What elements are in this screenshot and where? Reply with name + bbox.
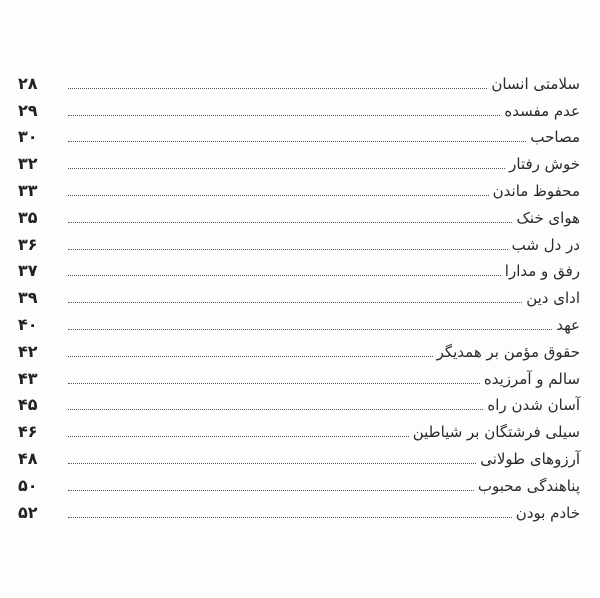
toc-entry-page: ۳۲	[18, 154, 38, 174]
toc-entry-page: ۲۸	[18, 73, 38, 93]
toc-entry-page: ۴۶	[18, 422, 38, 442]
toc-entry-page: ۳۶	[18, 234, 38, 254]
dot-leader	[68, 517, 512, 518]
toc-entry-page: ۳۵	[18, 207, 38, 227]
toc-entry-title: سیلی فرشتگان بر شیاطین	[412, 423, 580, 442]
toc-entry-page: ۴۵	[18, 395, 38, 415]
toc-entry-title: محفوظ ماندن	[492, 181, 580, 200]
dot-leader	[68, 195, 489, 196]
toc-entry	[18, 254, 580, 281]
toc-entry-title: در دل شب	[511, 235, 580, 254]
toc-entry-title: حقوق مؤمن بر همدیگر	[436, 342, 580, 361]
toc-entry	[18, 468, 580, 495]
toc-entry-page: ۳۳	[18, 180, 38, 200]
toc-entry-title: سالم و آمرزیده	[483, 369, 580, 388]
dot-leader	[68, 490, 474, 491]
toc-entry-title: عدم مفسده	[504, 101, 580, 120]
toc-entry	[18, 495, 580, 522]
toc-entry-page: ۲۹	[18, 100, 38, 120]
dot-leader	[68, 141, 526, 142]
toc-entry-title: رفق و مدارا	[504, 262, 580, 281]
toc-entry	[18, 93, 580, 120]
toc-entry-title: خوش رفتار	[509, 155, 580, 174]
toc-entry-page: ۵۰	[18, 475, 38, 495]
toc-entry-title: آرزوهای طولانی	[480, 449, 580, 468]
toc-entry	[18, 361, 580, 388]
dot-leader	[68, 409, 483, 410]
toc-entry	[18, 334, 580, 361]
toc-entry	[18, 66, 580, 93]
dot-leader	[68, 383, 480, 384]
toc-entry-page: ۴۲	[18, 341, 38, 361]
dot-leader	[68, 115, 500, 116]
toc-entry	[18, 307, 580, 334]
dot-leader	[68, 463, 476, 464]
toc-entry-title: هوای خنک	[516, 208, 580, 227]
toc-entry-page: ۵۲	[18, 502, 38, 522]
toc-entry-title: عهد	[556, 315, 580, 334]
toc-entry-title: خادم بودن	[515, 503, 580, 522]
toc-entry-title: سلامتی انسان	[491, 74, 580, 93]
toc-entry-page: ۳۰	[18, 127, 38, 147]
toc-entry-page: ۴۳	[18, 368, 38, 388]
toc-entry-title: پناهندگی محبوب	[477, 476, 580, 495]
dot-leader	[68, 222, 512, 223]
dot-leader	[68, 302, 522, 303]
toc-entry	[18, 280, 580, 307]
toc-entry-page: ۳۷	[18, 261, 38, 281]
toc-entry-title: ادای دین	[526, 289, 580, 308]
toc-entry	[18, 388, 580, 415]
dot-leader	[68, 275, 501, 276]
dot-leader	[68, 356, 433, 357]
toc-entry	[18, 414, 580, 441]
toc-entry-page: ۳۹	[18, 288, 38, 308]
toc-entry-page: ۴۰	[18, 314, 38, 334]
toc-entry	[18, 120, 580, 147]
dot-leader	[68, 249, 508, 250]
toc-entry-title: مصاحب	[530, 128, 580, 147]
toc-entry	[18, 441, 580, 468]
dot-leader	[68, 88, 487, 89]
dot-leader	[68, 168, 505, 169]
toc-entry	[18, 173, 580, 200]
toc-entry-page: ۴۸	[18, 448, 38, 468]
table-of-contents	[18, 66, 580, 522]
dot-leader	[68, 329, 552, 330]
dot-leader	[68, 436, 409, 437]
toc-entry-title: آسان شدن راه	[487, 396, 580, 415]
toc-entry	[18, 146, 580, 173]
toc-entry	[18, 227, 580, 254]
toc-entry	[18, 200, 580, 227]
